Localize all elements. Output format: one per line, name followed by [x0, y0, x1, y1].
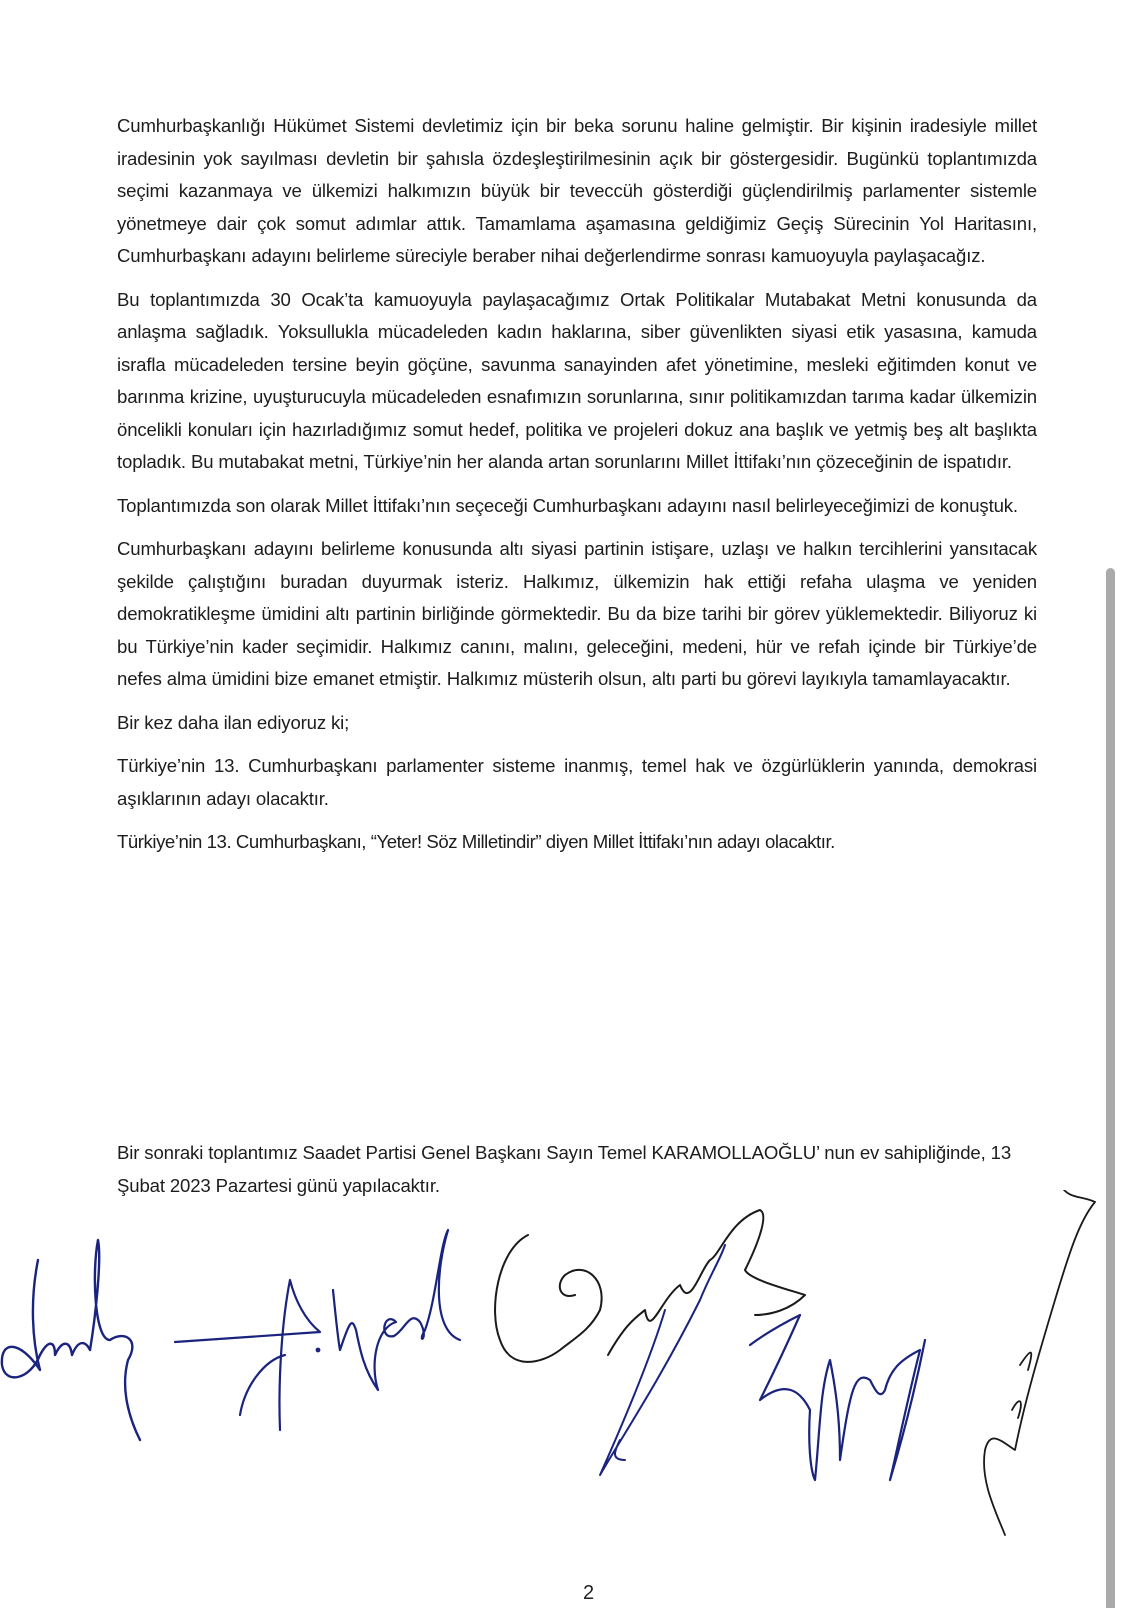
signatures: [0, 1190, 1100, 1550]
paragraph-agreement: Bu toplantımızda 30 Ocak’ta kamuoyuyla paylaşacağımız Ortak Politikalar Mutabakat Metni konusunda da anlaşma sağladık. Yoksullukla mücadeleden kadın haklarına, siber güvenlikten siyasi etik yasasına, kamuda israfla mücadeleden tersine beyin göçüne, savunma sanayinden afet yönetimine, mesleki eğitimden konut ve barınma krizine, uyuşturucuyla mücadeleden esnafımızın sorunlarına, sınır politikamızdan tarıma kadar ülkemizin öncelikli konuları için hazırladığımız somut hedef, politika ve projeleri dokuz ana başlık ve yetmiş beş alt başlıkta topladık. Bu mutabakat metni, Türkiye’nin her alanda artan sorunlarını Millet İttifakı’nın çözeceğinin de ispatıdır.: [117, 288, 1037, 472]
paragraph-announcement: Bir kez daha ilan ediyoruz ki;: [117, 711, 350, 733]
paragraph-next-meeting: Bir sonraki toplantımız Saadet Partisi Genel Başkanı Sayın Temel KARAMOLLAOĞLU’ nun ev sahipliğinde, 13 Şubat 2023 Pazartesi günü yapılacaktır.: [117, 1142, 1012, 1196]
page-number: 2: [583, 1582, 595, 1604]
paragraph-candidate-discussion: Toplantımızda son olarak Millet İttifakı’nın seçeceği Cumhurbaşkanı adayını nasıl belirleyeceğimizi de konuştuk.: [117, 494, 1018, 516]
signature-5: [750, 1315, 925, 1480]
document-body: [117, 110, 1037, 870]
signature-4: [600, 1245, 725, 1475]
scrollbar[interactable]: [1104, 560, 1118, 1598]
signature-6: [984, 1190, 1095, 1535]
paragraph-president-2: Türkiye’nin 13. Cumhurbaşkanı, “Yeter! Söz Milletindir” diyen Millet İttifakı’nın adayı olacaktır.: [117, 831, 835, 852]
signature-2: [175, 1280, 320, 1430]
signature-1: [2, 1240, 140, 1440]
paragraph-president-1: Türkiye’nin 13. Cumhurbaşkanı parlamenter sisteme inanmış, temel hak ve özgürlüklerin yanında, demokrasi aşıklarının adayı olacaktır.: [117, 755, 1037, 809]
paragraph-candidate-process: Cumhurbaşkanı adayını belirleme konusunda altı siyasi partinin istişare, uzlaşı ve halkın tercihlerini yansıtacak şekilde çalıştığını buradan duyurmak isteriz. Halkımız, ülkemizin hak ettiği refaha ulaşma ve yeniden demokratikleşme ümidini altı partinin birliğinde görmektedir. Bu da bize tarihi bir görev yüklemektedir. Biliyoruz ki bu Türkiye’nin kader seçimidir. Halkımız canını, malını, geleceğini, medeni, hür ve refah içinde bir Türkiye’de nefes alma ümidini bize emanet etmiştir. Halkımız müsterih olsun, altı parti bu görevi layıkıyla tamamlayacaktır.: [117, 538, 1037, 689]
scrollbar-thumb[interactable]: [1106, 568, 1115, 1608]
paragraph-system: Cumhurbaşkanlığı Hükümet Sistemi devletimiz için bir beka sorunu haline gelmiştir. Bir kişinin iradesiyle millet iradesinin yok sayılması devletin bir şahısla özdeşleştirilmesinin açık bir göstergesidir. Bugünkü toplantımızda seçimi kazanmaya ve ülkemizi halkımızın büyük bir teveccüh gösterdiği güçlendirilmiş parlamenter sistemle yönetmeye dair çok somut adımlar attık. Tamamlama aşamasına geldiğimiz Geçiş Sürecinin Yol Haritasını, Cumhurbaşkanı adayını belirleme süreciyle beraber nihai değerlendirme sonrası kamuoyuyla paylaşacağız.: [117, 115, 1037, 266]
